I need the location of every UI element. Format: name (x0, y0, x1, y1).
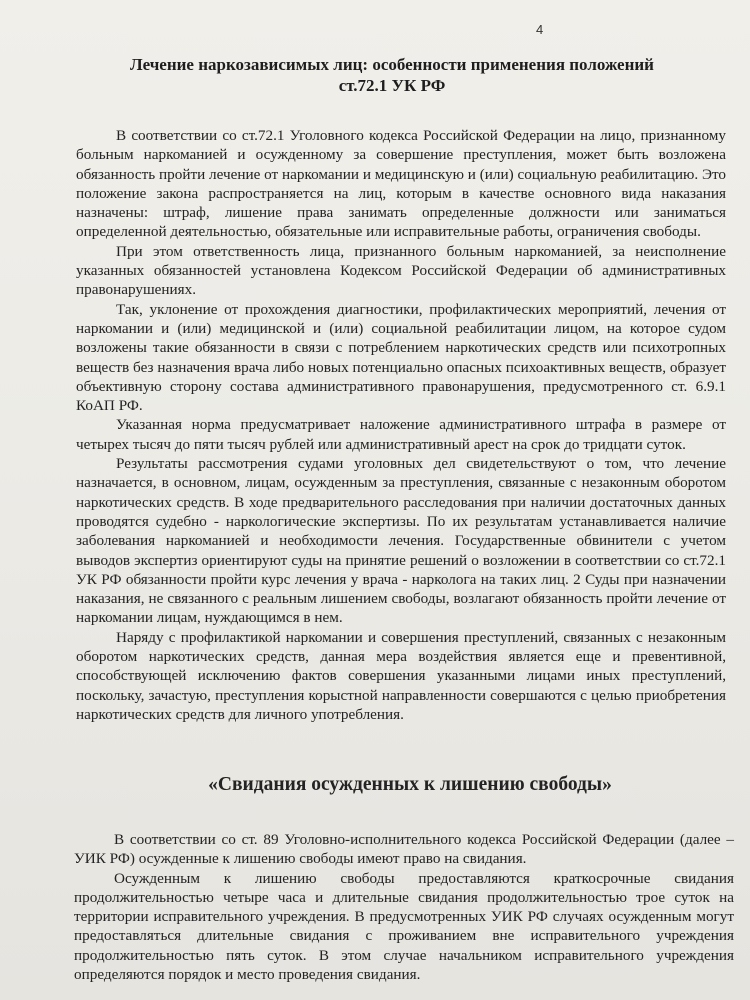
second-article-body (74, 830, 734, 984)
page-title-line-1: Лечение наркозависимых лиц: особенности применения положений (130, 55, 654, 74)
paragraph: Так, уклонение от прохождения диагностики, профилактических мероприятий, лечения от наркомании и (или) медицинской и (или) социальной реабилитации лицом, на которое судом возложены такие обязанности в связи с потреблением наркотических средств или психотропных веществ без назначения врача либо новых потенциально опасных психоактивных веществ, образует объективную сторону состава административного правонарушения, предусмотренного ст. 6.9.1 КоАП РФ. (76, 300, 726, 415)
page-title-line-2: ст.72.1 УК РФ (338, 76, 446, 95)
paragraph: Указанная норма предусматривает наложение административного штрафа в размере от четырех тысяч до пяти тысяч рублей или административный арест на срок до тридцати суток. (76, 416, 726, 453)
paragraph: Осужденным к лишению свободы предоставляются краткосрочные свидания продолжительностью четыре часа и длительные свидания продолжительностью трое суток на территории исправительного учреждения. В предусмотренных УИК РФ случаях осужденным могут предоставляться длительные свидания с проживанием вне исправительного учреждения продолжительностью пять суток. В этом случае начальником исправительного учреждения определяются порядок и место проведения свидания. (74, 869, 734, 984)
article-body (76, 126, 726, 724)
section-heading: «Свидания осужденных к лишению свободы» (208, 774, 612, 795)
paragraph: В соответствии со ст. 89 Уголовно-исполнительного кодекса Российской Федерации (далее – УИК РФ) осужденные к лишению свободы имеют право на свидания. (74, 831, 734, 868)
paragraph: При этом ответственность лица, признанного больным наркоманией, за неисполнение указанных обязанностей установлена Кодексом Российской Федерации об административных правонарушениях. (76, 242, 726, 299)
page-title (92, 54, 692, 96)
paragraph: В соответствии со ст.72.1 Уголовного кодекса Российской Федерации на лицо, признанному больным наркоманией и осужденному за совершение преступления, может быть возложена обязанность пройти лечение от наркомании и медицинскую и (или) социальную реабилитацию. Это положение закона распространяется на лиц, которым в качестве основного вида наказания назначены: штраф, лишение права занимать определенные должности или заниматься определенной деятельностью, обязательные или исправительные работы, ограничения свободы. (76, 127, 726, 241)
page-number: 4 (536, 22, 544, 37)
paragraph: Результаты рассмотрения судами уголовных дел свидетельствуют о том, что лечение назначается, в основном, лицам, осужденным за преступления, связанные с незаконным оборотом наркотических средств. В ходе предварительного расследования при наличии достаточных данных проводятся судебно - наркологические экспертизы. По их результатам устанавливается наличие заболевания наркоманией и необходимости лечения. Государственные обвинители с учетом выводов экспертиз ориентируют суды на принятие решений о возложении в соответствии со ст.72.1 УК РФ обязанности пройти курс лечения у врача - нарколога на таких лиц. 2 Суды при назначении наказания, не связанного с реальным лишением свободы, возлагают обязанность пройти лечение от наркомании лицам, нуждающимся в нем. (76, 455, 726, 627)
paragraph: Наряду с профилактикой наркомании и совершения преступлений, связанных с незаконным оборотом наркотических средств, данная мера воздействия является еще и превентивной, способствующей исключению фактов совершения указанными лицами иных преступлений, поскольку, зачастую, преступления корыстной направленности совершаются с целью приобретения наркотических средств для личного употребления. (76, 628, 726, 723)
